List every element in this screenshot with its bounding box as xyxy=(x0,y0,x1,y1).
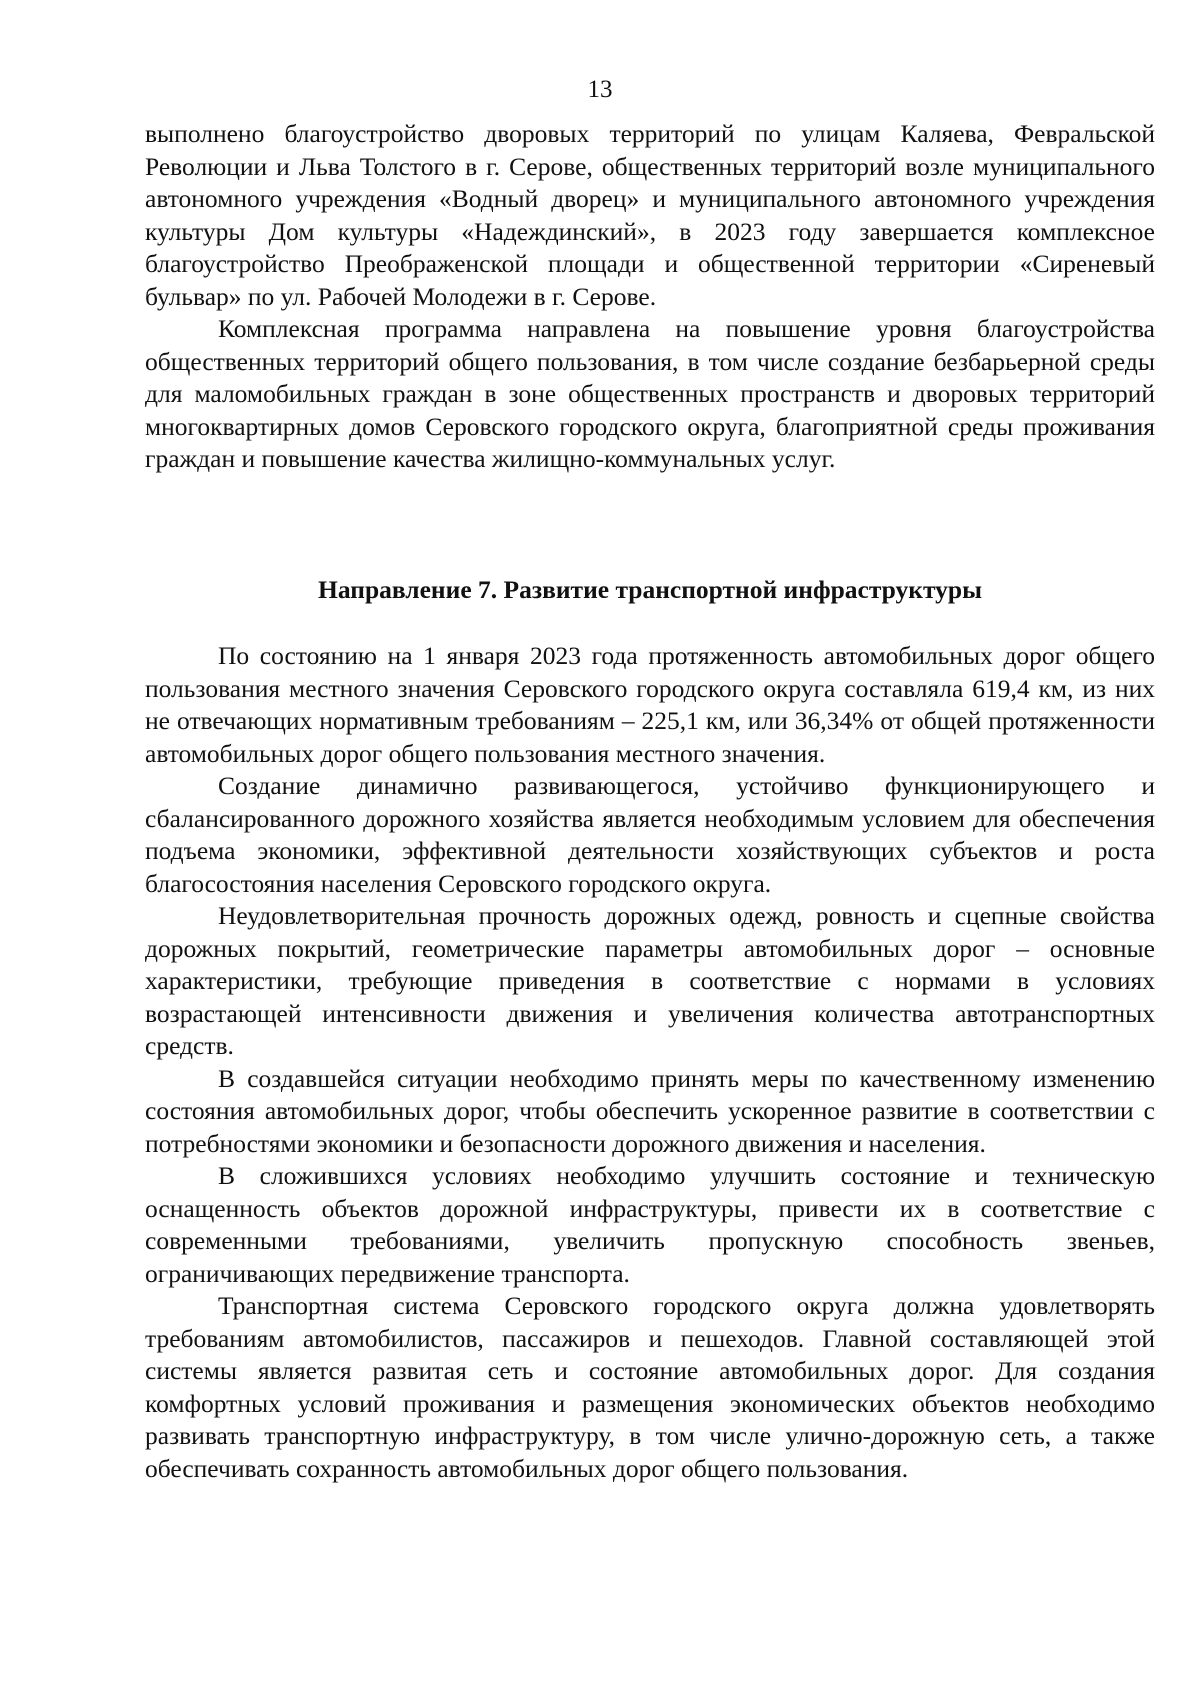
paragraph: Создание динамично развивающегося, устойчиво функционирующего и сбалансированного дорожного хозяйства является необходимым условием для обеспечения подъема экономики, эффективной деятельности хозяйствующих субъектов и роста благосостояния населения Серовского городского округа. xyxy=(145,771,1155,898)
section-heading: Направление 7. Развитие транспортной инфраструктуры xyxy=(318,575,982,604)
top-text-block xyxy=(145,118,1155,476)
section-text-block xyxy=(145,640,1155,1485)
paragraph: Комплексная программа направлена на повышение уровня благоустройства общественных территорий общего пользования, в том числе создание безбарьерной среды для маломобильных граждан в зоне общественных пространств и дворовых территорий многоквартирных домов Серовского городского округа, благоприятной среды проживания граждан и повышение качества жилищно-коммунальных услуг. xyxy=(145,314,1155,473)
paragraph: В сложившихся условиях необходимо улучшить состояние и техническую оснащенность объектов дорожной инфраструктуры, привести их в соответствие с современными требованиями, увеличить пропускную способность звеньев, ограничивающих передвижение транспорта. xyxy=(145,1161,1155,1288)
paragraph: Неудовлетворительная прочность дорожных одежд, ровность и сцепные свойства дорожных покрытий, геометрические параметры автомобильных дорог – основные характеристики, требующие приведения в соответствие с нормами в условиях возрастающей интенсивности движения и увеличения количества автотранспортных средств. xyxy=(145,901,1155,1060)
paragraph: По состоянию на 1 января 2023 года протяженность автомобильных дорог общего пользования местного значения Серовского городского округа составляла 619,4 км, из них не отвечающих нормативным требованиям – 225,1 км, или 36,34% от общей протяженности автомобильных дорог общего пользования местного значения. xyxy=(145,641,1155,768)
paragraph: Транспортная система Серовского городского округа должна удовлетворять требованиям автомобилистов, пассажиров и пешеходов. Главной составляющей этой системы является развитая сеть и состояние автомобильных дорог. Для создания комфортных условий проживания и размещения экономических объектов необходимо развивать транспортную инфраструктуру, в том числе улично-дорожную сеть, а также обеспечивать сохранность автомобильных дорог общего пользования. xyxy=(145,1291,1155,1483)
paragraph: В создавшейся ситуации необходимо принять меры по качественному изменению состояния автомобильных дорог, чтобы обеспечить ускоренное развитие в соответствии с потребностями экономики и безопасности дорожного движения и населения. xyxy=(145,1063,1155,1158)
page-number: 13 xyxy=(587,76,613,103)
paragraph: выполнено благоустройство дворовых территорий по улицам Каляева, Февральской Революции и Льва Толстого в г. Серове, общественных территорий возле муниципального автономного учреждения «Водный дворец» и муниципального автономного учреждения культуры Дом культуры «Надеждинский», в 2023 году завершается комплексное благоустройство Преображенской площади и общественной территории «Сиреневый бульвар» по ул. Рабочей Молодежи в г. Серове. xyxy=(145,119,1155,311)
